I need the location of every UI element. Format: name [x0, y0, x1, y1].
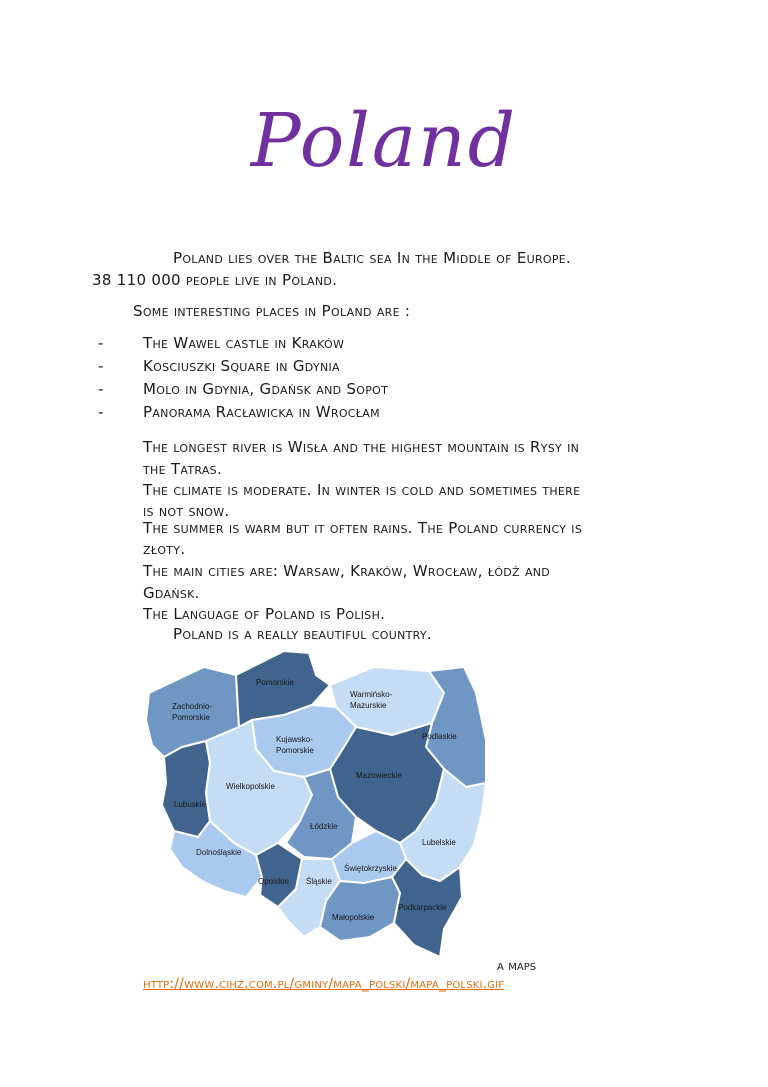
region-label-slaskie: Śląskie [306, 877, 332, 886]
region-label-podlaskie: Podlaskie [422, 732, 457, 741]
fact-line: The summer is warm but it often rains. The Poland currency is [143, 519, 583, 537]
bullet-dash: - [98, 380, 104, 398]
region-label-malopolskie: Małopolskie [332, 913, 375, 922]
region-label-pomorskie: Pomorskie [256, 678, 294, 687]
fact-line: Gdańsk. [143, 584, 200, 602]
bullet-dash: - [98, 357, 104, 375]
place-label: Kosciuszki Square in Gdynia [143, 357, 340, 375]
region-label-swietokrzyskie: Świętokrzyskie [344, 864, 397, 873]
region-label-lubelskie: Lubelskie [422, 838, 456, 847]
poland-map [144, 645, 494, 965]
fact-line: The Language of Poland is Polish. [143, 605, 386, 623]
region-label-lubuskie: Lubuskie [174, 800, 207, 809]
region-label-podkarpackie: Podkarpackie [398, 903, 447, 912]
poland-map-svg [144, 645, 494, 965]
list-item [98, 357, 388, 380]
fact-line: Poland is a really beautiful country. [173, 625, 432, 643]
list-item [98, 403, 388, 426]
page-title: Poland [250, 98, 518, 184]
region-label-dolnoslaskie: Dolnośląskie [196, 848, 242, 857]
region-label-lodzkie: Łódzkie [310, 822, 338, 831]
region-label-opolskie: Opolskie [258, 877, 290, 886]
region-label-kujawsko-1: Kujawsko- [276, 735, 313, 744]
fact-line: The climate is moderate. In winter is cold and sometimes there [143, 481, 581, 499]
fact-line: is not snow. [143, 502, 230, 520]
region-label-zachodniopomorskie-2: Pomorskie [172, 713, 210, 722]
places-list [98, 334, 388, 426]
map-source-link[interactable]: http://www.cihz.com.pl/gminy/mapa_polski/mapa_polski.gif [143, 976, 505, 992]
place-label: The Wawel castle in Kraków [143, 334, 345, 352]
region-label-zachodniopomorskie-1: Zachodnio- [172, 702, 213, 711]
region-label-wielkopolskie: Wielkopolskie [226, 782, 275, 791]
places-heading: Some interesting places in Poland are : [133, 302, 411, 320]
intro-line: Poland lies over the Baltic sea In the Middle of Europe. [173, 249, 572, 267]
fact-line: The longest river is Wisła and the highest mountain is Rysy in [143, 438, 580, 456]
map-source-label: a maps [497, 958, 537, 974]
region-label-kujawsko-2: Pomorskie [276, 746, 314, 755]
region-label-warminsko-1: Warmińsko- [350, 690, 393, 699]
fact-line: złoty. [143, 540, 186, 558]
region-label-warminsko-2: Mazurskie [350, 701, 387, 710]
bullet-dash: - [98, 403, 104, 421]
population-line: 38 110 000 people live in Poland. [92, 271, 338, 289]
list-item [98, 380, 388, 403]
fact-line: the Tatras. [143, 460, 223, 478]
fact-line: The main cities are: Warsaw, Kraków, Wrocław, łódź and [143, 562, 551, 580]
region-label-mazowieckie: Mazowieckie [356, 771, 402, 780]
place-label: Molo in Gdynia, Gdańsk and Sopot [143, 380, 389, 398]
bullet-dash: - [98, 334, 104, 352]
list-item [98, 334, 388, 357]
region-lubuskie [162, 741, 210, 837]
place-label: Panorama Racławicka in Wrocłam [143, 403, 380, 421]
